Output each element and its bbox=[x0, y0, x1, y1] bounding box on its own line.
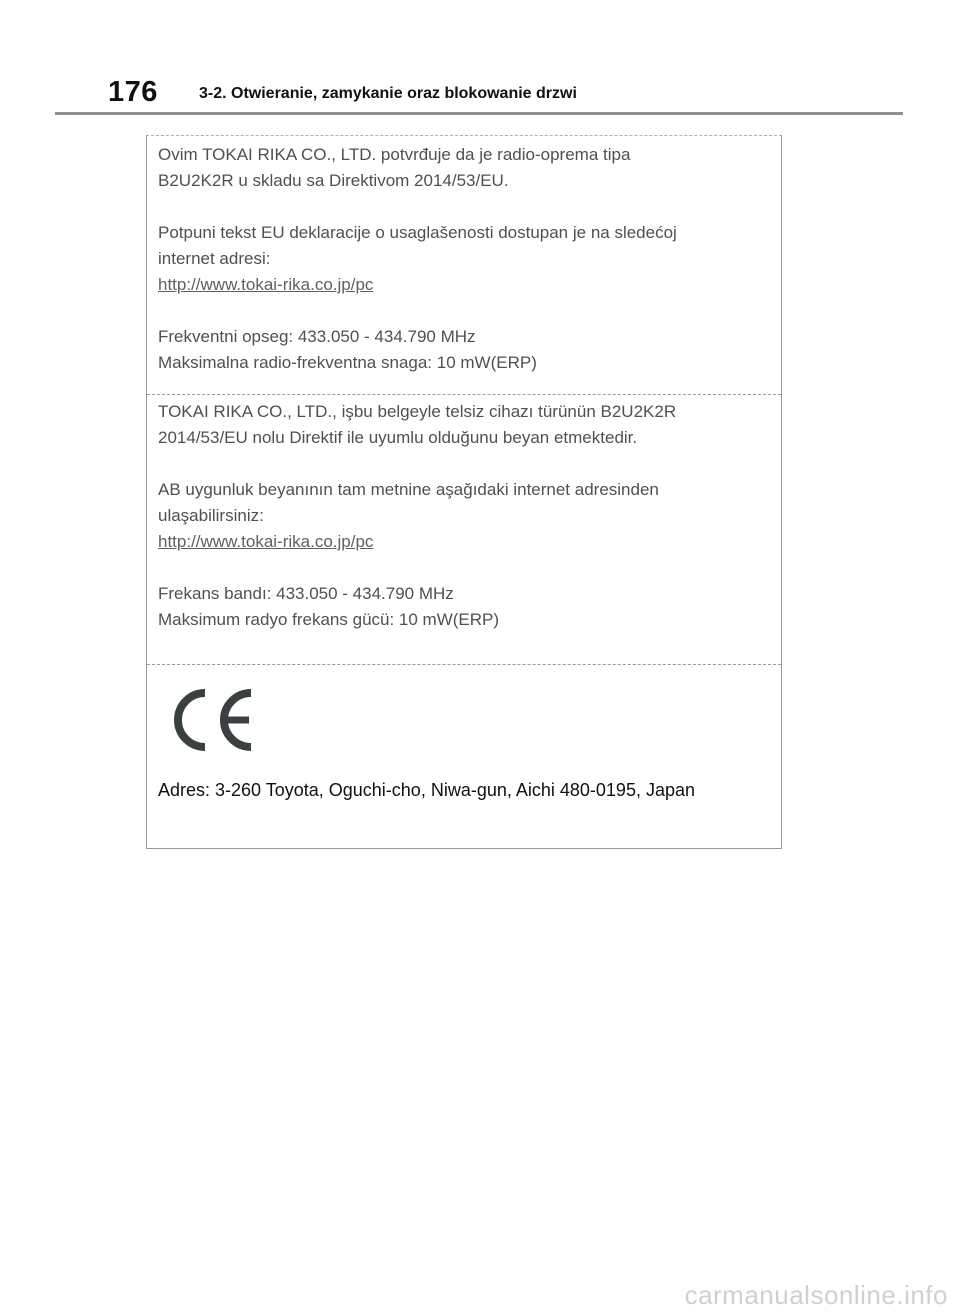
watermark: carmanualsonline.info bbox=[684, 1280, 948, 1310]
serbian-frequency: Frekventni opseg: 433.050 - 434.790 MHz bbox=[158, 327, 476, 346]
declaration-serbian bbox=[147, 142, 781, 376]
serbian-line-4: internet adresi: bbox=[158, 249, 271, 268]
header-rule bbox=[55, 112, 903, 115]
section-divider bbox=[147, 664, 781, 665]
turkish-frequency: Frekans bandı: 433.050 - 434.790 MHz bbox=[158, 584, 454, 603]
serbian-url-link[interactable]: http://www.tokai-rika.co.jp/pc bbox=[158, 275, 374, 294]
serbian-power: Maksimalna radio-frekventna snaga: 10 mW(ERP) bbox=[158, 353, 537, 372]
serbian-line-3: Potpuni tekst EU deklaracije o usaglašenosti dostupan je na sledećoj bbox=[158, 223, 677, 242]
section-divider bbox=[147, 394, 781, 395]
page-number: 176 bbox=[108, 76, 158, 108]
turkish-line-2: 2014/53/EU nolu Direktif ile uyumlu olduğunu beyan etmektedir. bbox=[158, 428, 638, 447]
serbian-line-2: B2U2K2R u skladu sa Direktivom 2014/53/EU. bbox=[158, 171, 509, 190]
page-header bbox=[0, 0, 960, 118]
serbian-line-1: Ovim TOKAI RIKA CO., LTD. potvrđuje da je radio-oprema tipa bbox=[158, 145, 631, 164]
declaration-label bbox=[146, 135, 782, 849]
ce-mark-icon bbox=[169, 689, 255, 751]
turkish-line-4: ulaşabilirsiniz: bbox=[158, 506, 264, 525]
turkish-line-1: TOKAI RIKA CO., LTD., işbu belgeyle telsiz cihazı türünün B2U2K2R bbox=[158, 402, 677, 421]
turkish-line-3: AB uygunluk beyanının tam metnine aşağıdaki internet adresinden bbox=[158, 480, 659, 499]
manufacturer-address: Adres: 3-260 Toyota, Oguchi-cho, Niwa-gun, Aichi 480-0195, Japan bbox=[158, 780, 695, 800]
turkish-power: Maksimum radyo frekans gücü: 10 mW(ERP) bbox=[158, 610, 500, 629]
turkish-url-link[interactable]: http://www.tokai-rika.co.jp/pc bbox=[158, 532, 374, 551]
declaration-turkish bbox=[147, 399, 781, 633]
section-title: 3-2. Otwieranie, zamykanie oraz blokowanie drzwi bbox=[199, 85, 577, 102]
